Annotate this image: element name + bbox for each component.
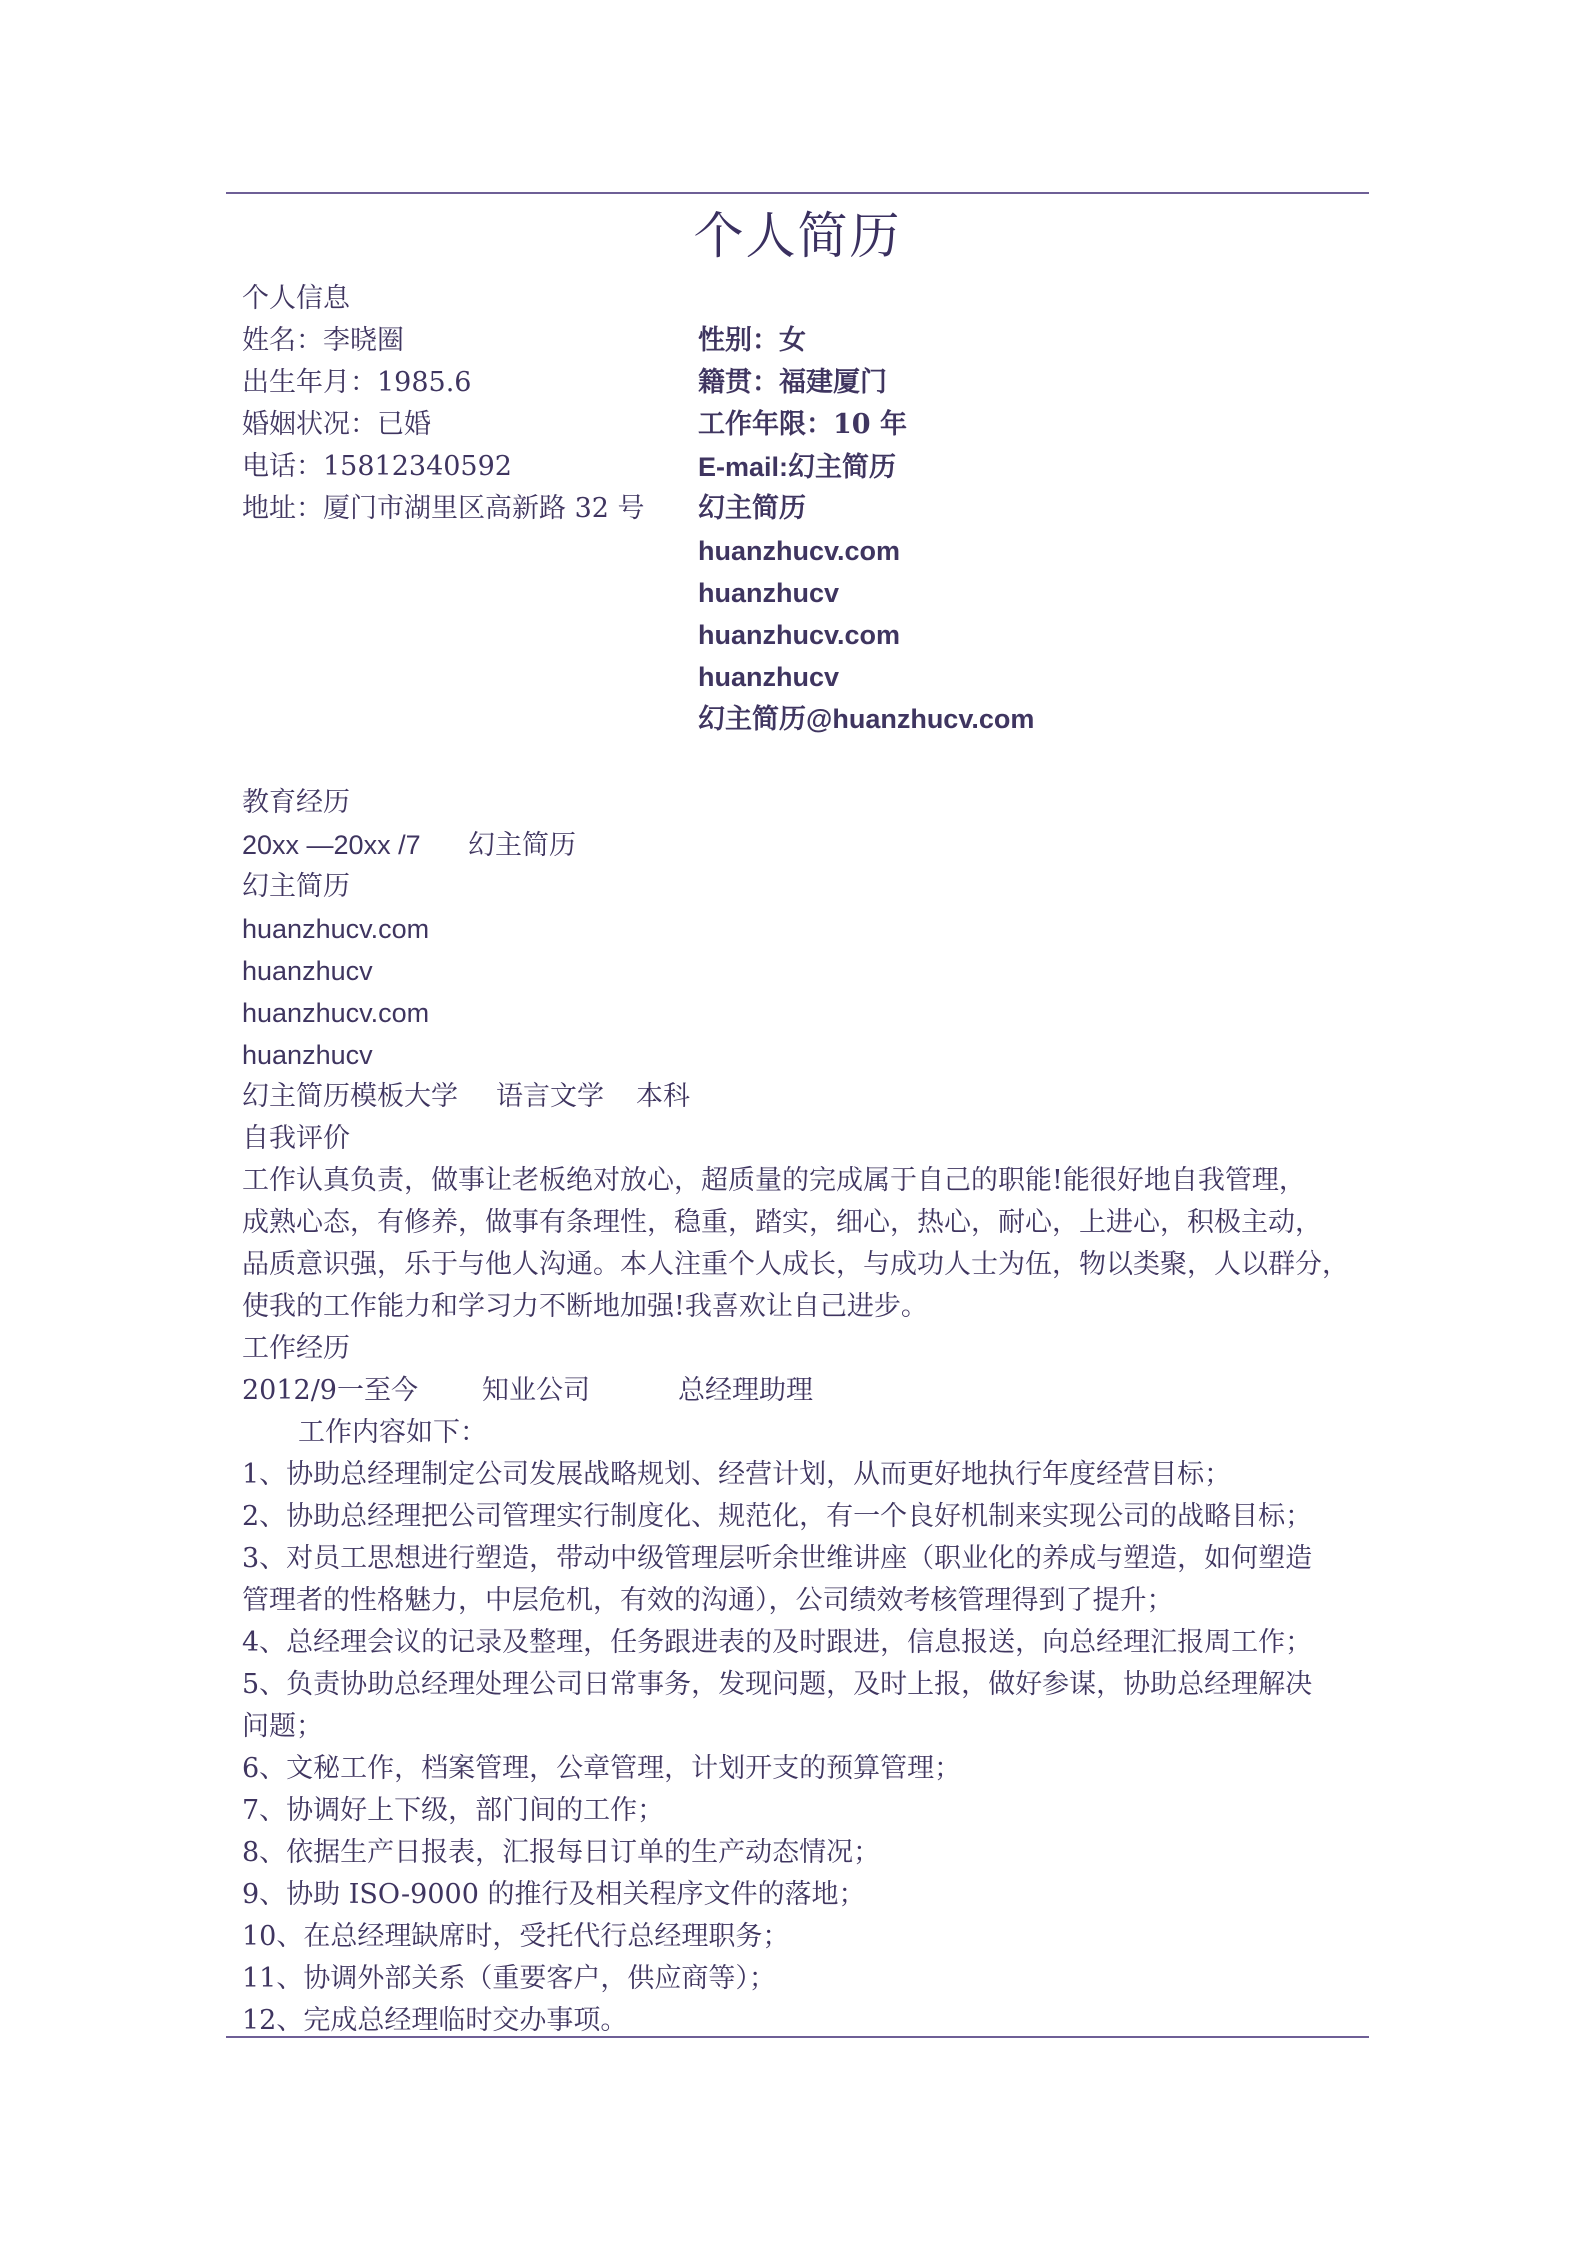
- work-duty: 12、完成总经理临时交办事项。: [242, 2005, 628, 2036]
- work-duty: 4、总经理会议的记录及整理，任务跟进表的及时跟进，信息报送，向总经理汇报周工作；: [242, 1627, 1313, 1658]
- email-line: huanzhucv: [698, 578, 840, 608]
- birth-field: 出生年月：1985.6: [242, 367, 472, 398]
- work-duty: 7、协调好上下级，部门间的工作；: [242, 1795, 665, 1826]
- self-evaluation-line: 使我的工作能力和学习力不断地加强!我喜欢让自己进步。: [242, 1291, 928, 1322]
- education-degree: 本科: [636, 1081, 690, 1112]
- work-duty: 8、依据生产日报表，汇报每日订单的生产动态情况；: [242, 1837, 881, 1868]
- work-duty: 5、负责协助总经理处理公司日常事务，发现问题，及时上报，做好参谋，协助总经理解决: [242, 1669, 1313, 1700]
- work-period: 2012/9一至今: [242, 1375, 418, 1406]
- self-evaluation-line: 工作认真负责，做事让老板绝对放心，超质量的完成属于自己的职能!能很好地自我管理，: [242, 1165, 1306, 1196]
- top-divider: [226, 192, 1369, 194]
- bottom-divider: [226, 2036, 1369, 2038]
- work-position: 总经理助理: [678, 1375, 813, 1406]
- education-period-school: 幻主简历: [468, 830, 576, 861]
- work-intro: 工作内容如下：: [298, 1417, 487, 1448]
- education-line: 幻主简历: [242, 871, 350, 902]
- education-period: 20xx —20xx /7: [242, 830, 421, 860]
- education-school: 幻主简历模板大学: [242, 1081, 458, 1112]
- email-field: E-mail:幻主简历: [698, 452, 897, 482]
- personal-info-left: [242, 320, 692, 530]
- work-duty: 1、协助总经理制定公司发展战略规划、经营计划，从而更好地执行年度经营目标；: [242, 1459, 1232, 1490]
- resume-body: [242, 278, 1358, 2042]
- section-heading-education: 教育经历: [242, 787, 350, 818]
- address-field: 地址：厦门市湖里区高新路 32 号: [242, 493, 645, 524]
- marital-field: 婚姻状况：已婚: [242, 409, 431, 440]
- section-heading-personal: 个人信息: [242, 283, 350, 314]
- work-duty: 6、文秘工作，档案管理，公章管理，计划开支的预算管理；: [242, 1753, 962, 1784]
- hometown-field: 籍贯：福建厦门: [698, 367, 887, 398]
- work-duty: 3、对员工思想进行塑造，带动中级管理层听余世维讲座（职业化的养成与塑造，如何塑造: [242, 1543, 1313, 1574]
- education-major: 语言文学: [496, 1081, 604, 1112]
- education-period-row: [242, 824, 1358, 866]
- section-heading-self-evaluation: 自我评价: [242, 1123, 350, 1154]
- education-line: huanzhucv.com: [242, 914, 430, 944]
- work-duty: 9、协助 ISO-9000 的推行及相关程序文件的落地；: [242, 1879, 866, 1910]
- email-line: huanzhucv.com: [698, 620, 901, 650]
- work-duty: 11、协调外部关系（重要客户，供应商等）；: [242, 1963, 776, 1994]
- education-line: huanzhucv.com: [242, 998, 430, 1028]
- page-title: 个人简历: [693, 207, 902, 265]
- education-line: huanzhucv: [242, 956, 373, 986]
- work-years-field: 工作年限：10 年: [698, 409, 907, 440]
- email-line: 幻主简历@huanzhucv.com: [698, 704, 1035, 734]
- education-line: huanzhucv: [242, 1040, 373, 1070]
- phone-field: 电话：15812340592: [242, 451, 512, 482]
- name-field: 姓名：李晓圈: [242, 325, 404, 356]
- email-line: huanzhucv.com: [698, 536, 901, 566]
- email-line: huanzhucv: [698, 662, 840, 692]
- gender-field: 性别：女: [698, 325, 806, 356]
- work-duty: 管理者的性格魅力，中层危机，有效的沟通），公司绩效考核管理得到了提升；: [242, 1585, 1174, 1616]
- work-duty: 2、协助总经理把公司管理实行制度化、规范化，有一个良好机制来实现公司的战略目标；: [242, 1501, 1313, 1532]
- personal-info-right: [698, 320, 1358, 740]
- section-heading-work: 工作经历: [242, 1333, 350, 1364]
- self-evaluation-line: 品质意识强，乐于与他人沟通。本人注重个人成长，与成功人士为伍，物以类聚，人以群分，: [242, 1249, 1349, 1280]
- personal-info: [242, 320, 1358, 782]
- self-evaluation-line: 成熟心态，有修养，做事有条理性，稳重，踏实，细心，热心，耐心，上进心，积极主动，: [242, 1207, 1322, 1238]
- work-duty: 10、在总经理缺席时，受托代行总经理职务；: [242, 1921, 790, 1952]
- work-duty: 问题；: [242, 1711, 323, 1742]
- work-entry-row: [242, 1370, 1358, 1412]
- work-company: 知业公司: [482, 1375, 590, 1406]
- education-degree-row: [242, 1076, 1358, 1118]
- email-line: 幻主简历: [698, 493, 806, 524]
